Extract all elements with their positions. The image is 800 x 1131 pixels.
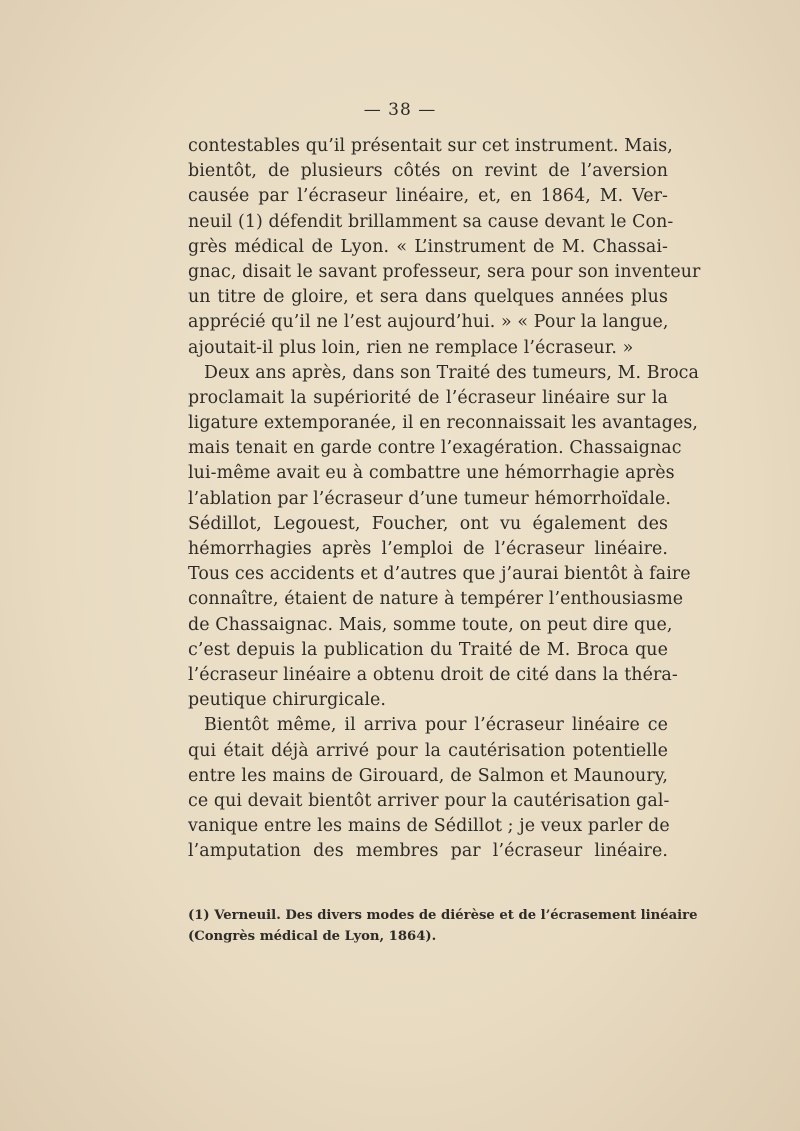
text-line: contestables qu’il présentait sur cet instrument. Mais, xyxy=(188,136,673,156)
text-line: Tous ces accidents et d’autres que j’aurai bientôt à faire xyxy=(188,564,691,585)
text-line: Sédillot, Legouest, Foucher, ont vu également des xyxy=(188,513,668,534)
text-line: apprécié qu’il ne l’est aujourd’hui. » « Pour la langue, xyxy=(188,312,669,333)
text-line: causée par l’écraseur linéaire, et, en 1864, M. Ver- xyxy=(188,186,668,207)
text-line: qui était déjà arrivé pour la cautérisation potentielle xyxy=(188,740,668,761)
text-line: un titre de gloire, et sera dans quelques années plus xyxy=(188,287,668,308)
text-line: grès médical de Lyon. « L’instrument de M. Chassai- xyxy=(188,236,668,257)
text-line: bientôt, de plusieurs côtés on revint de l’aversion xyxy=(188,161,668,182)
text-line: l’écraseur linéaire a obtenu droit de cité dans la théra- xyxy=(188,664,678,685)
text-line: Deux ans après, dans son Traité des tumeurs, M. Broca xyxy=(204,362,699,383)
text-line: ce qui devait bientôt arriver pour la cautérisation gal- xyxy=(188,790,670,811)
text-line: hémorrhagies après l’emploi de l’écraseur linéaire. xyxy=(188,539,668,559)
text-line: mais tenait en garde contre l’exagération. Chassaignac xyxy=(188,438,682,459)
footnote-line: (1) Verneuil. Des divers modes de diérèse et de l’écrasement linéaire xyxy=(188,908,698,923)
text-line: ligature extemporanée, il en reconnaissait les avantages, xyxy=(188,413,699,434)
text-line: connaître, étaient de nature à tempérer l’enthousiasme xyxy=(188,589,684,610)
text-line: Bientôt même, il arriva pour l’écraseur linéaire ce xyxy=(204,715,668,736)
text-line: ajoutait-il plus loin, rien ne remplace l’écraseur. » xyxy=(188,337,634,358)
footnote-line: (Congrès médical de Lyon, 1864). xyxy=(188,929,437,944)
text-line: vanique entre les mains de Sédillot ; je veux parler de xyxy=(188,816,670,837)
text-line: entre les mains de Girouard, de Salmon et Maunoury, xyxy=(188,765,668,786)
page-number: — 38 — xyxy=(363,100,437,120)
body-text xyxy=(188,134,701,864)
text-line: neuil (1) défendit brillamment sa cause devant le Con- xyxy=(188,211,674,232)
text-line: gnac, disait le savant professeur, sera pour son inventeur xyxy=(188,261,701,282)
text-line: de Chassaignac. Mais, somme toute, on peut dire que, xyxy=(188,614,673,635)
text-line: l’amputation des membres par l’écraseur linéaire. xyxy=(188,841,668,862)
text-line: c’est depuis la publication du Traité de M. Broca que xyxy=(188,639,668,660)
footnote xyxy=(188,905,698,947)
text-line: proclamait la supériorité de l’écraseur linéaire sur la xyxy=(188,387,668,408)
text-line: peutique chirurgicale. xyxy=(188,690,387,711)
text-line: lui-même avait eu à combattre une hémorrhagie après xyxy=(188,463,675,484)
text-line: l’ablation par l’écraseur d’une tumeur hémorrhoïdale. xyxy=(188,488,672,509)
